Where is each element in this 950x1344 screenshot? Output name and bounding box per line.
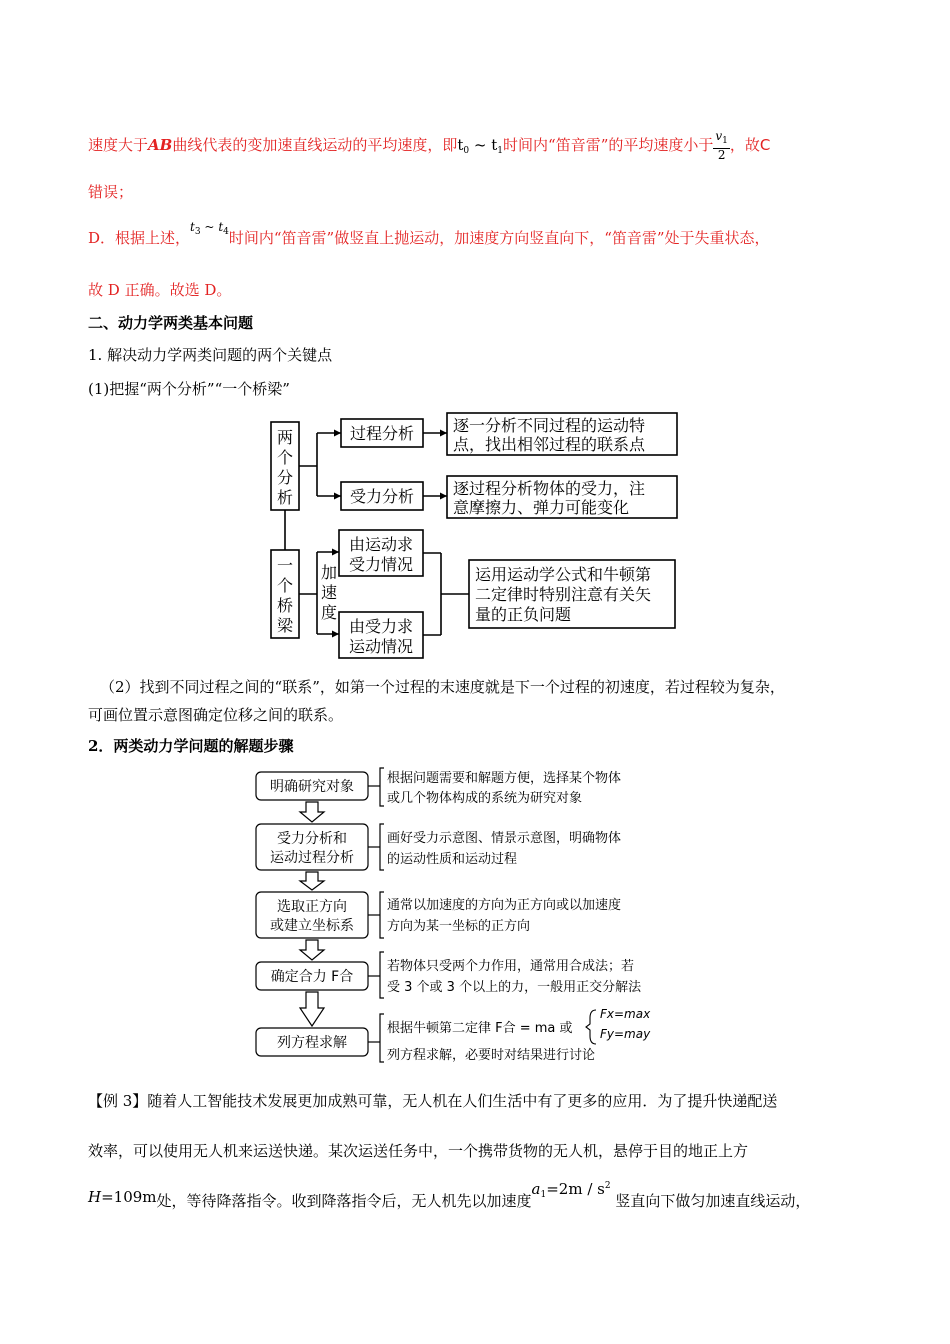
process-analysis-label: 过程分析 bbox=[349, 424, 415, 443]
text-segment: 速度大于 bbox=[88, 136, 149, 154]
accel-char-2: 度 bbox=[320, 603, 338, 622]
step-4-label: 确定合力 F合 bbox=[270, 969, 354, 985]
fraction-v1-over-2: $\frac{v_1}{2}$ bbox=[715, 129, 728, 162]
step-2-desc: 的运动性质和运动过程 bbox=[387, 852, 518, 867]
text-segment: 竖直向下做匀加速直线运动， bbox=[615, 1192, 811, 1210]
accel-char-0: 加 bbox=[320, 563, 338, 582]
force-desc-line: 意摩擦力、弹力可能变化 bbox=[453, 498, 630, 517]
answer-paragraph-3 bbox=[88, 220, 770, 249]
step-2-label: 受力分析和 bbox=[277, 831, 347, 847]
motion-to-force-line: 由运动求 bbox=[348, 535, 414, 554]
answer-paragraph-1 bbox=[88, 130, 770, 162]
acceleration-expression: $a_1=2m / s^2$ bbox=[531, 1180, 611, 1200]
motion-to-force-line: 受力情况 bbox=[348, 555, 414, 574]
answer-paragraph-2: 错误； bbox=[88, 183, 134, 201]
step-1-label: 明确研究对象 bbox=[270, 779, 354, 795]
text-segment: 时间内“笛音雷”的平均速度小于 bbox=[503, 136, 714, 154]
bridge-desc-line: 量的正负问题 bbox=[475, 605, 572, 624]
bridge-desc-line: 运用运动学公式和牛顿第 bbox=[475, 565, 652, 584]
step-1-desc: 根据问题需要和解题方便，选择某个物体 bbox=[387, 771, 622, 786]
section-title: 二、动力学两类基本问题 bbox=[88, 314, 254, 332]
two-analysis-char-0: 两 bbox=[276, 428, 294, 447]
step-5-label: 列方程求解 bbox=[277, 1035, 347, 1051]
fy-equation: Fy=may bbox=[600, 1027, 651, 1041]
step-3-label: 选取正方向 bbox=[277, 899, 347, 915]
one-bridge-char-0: 一 bbox=[276, 556, 294, 575]
step-2-desc: 画好受力示意图、情景示意图，明确物体 bbox=[387, 831, 622, 846]
time-interval: t3 ~ t4 bbox=[190, 220, 229, 237]
one-bridge-char-2: 桥 bbox=[276, 596, 294, 615]
process-desc-line: 逐一分析不同过程的运动特 bbox=[453, 416, 646, 435]
curve-label: AB bbox=[148, 136, 173, 154]
step-1-desc: 或几个物体构成的系统为研究对象 bbox=[387, 791, 583, 806]
text-segment: 曲线代表的变加速直线运动的平均速度，即 bbox=[172, 136, 458, 154]
example-3-line-3 bbox=[88, 1180, 811, 1212]
step-5-desc: 列方程求解，必要时对结果进行讨论 bbox=[387, 1048, 596, 1063]
step-2-label: 运动过程分析 bbox=[270, 850, 354, 866]
step-4-desc: 若物体只受两个力作用，通常用合成法；若 bbox=[387, 959, 635, 974]
example-3-line-2: 效率，可以使用无人机来运送快递。某次运送任务中，一个携带货物的无人机，悬停于目的地正上方 bbox=[88, 1142, 749, 1160]
accel-char-1: 速 bbox=[320, 583, 338, 602]
example-3-line-1: 【例 3】随着人工智能技术发展更加成熟可靠，无人机在人们生活中有了更多的应用．为了提升快递配送 bbox=[88, 1092, 778, 1110]
force-to-motion-line: 运动情况 bbox=[348, 637, 414, 656]
two-analysis-char-2: 分 bbox=[276, 468, 294, 487]
process-desc-line: 点，找出相邻过程的联系点 bbox=[453, 435, 646, 454]
option-label: D．根据上述， bbox=[88, 229, 191, 247]
step-5-desc: 根据牛顿第二定律 F合 = ma 或 bbox=[387, 1021, 573, 1036]
step-3-desc: 通常以加速度的方向为正方向或以加速度 bbox=[387, 898, 622, 913]
step-3-label: 或建立坐标系 bbox=[270, 918, 354, 934]
step-3-desc: 方向为某一坐标的正方向 bbox=[387, 919, 531, 934]
item-1-1-title: (1)把握“两个分析”“一个桥梁” bbox=[88, 380, 290, 398]
height-expression: H=109m bbox=[88, 1188, 157, 1206]
one-bridge-char-1: 个 bbox=[276, 576, 294, 595]
text-segment: 时间内“笛音雷”做竖直上抛运动，加速度方向竖直向下，“笛音雷”处于失重状态， bbox=[228, 229, 770, 247]
fx-equation: Fx=max bbox=[600, 1007, 651, 1021]
force-desc-line: 逐过程分析物体的受力，注 bbox=[453, 479, 646, 498]
option-letter: C bbox=[759, 136, 771, 154]
text-segment: ，故 bbox=[729, 136, 760, 154]
step-4-desc: 受 3 个或 3 个以上的力，一般用正交分解法 bbox=[387, 980, 642, 995]
force-to-motion-line: 由受力求 bbox=[348, 617, 414, 636]
bridge-desc-line: 二定律时特别注意有关矢 bbox=[475, 585, 652, 604]
solution-steps-diagram bbox=[250, 762, 675, 1070]
time-interval: $t_0$ ~ $t_1$ bbox=[457, 136, 504, 156]
force-analysis-label: 受力分析 bbox=[349, 487, 415, 506]
item-1-2-line-2: 可画位置示意图确定位移之间的联系。 bbox=[88, 706, 344, 724]
two-analysis-char-3: 析 bbox=[276, 488, 294, 507]
item-2-title: 2．两类动力学问题的解题步骤 bbox=[88, 737, 294, 755]
text-segment: 处，等待降落指令。收到降落指令后，无人机先以加速度 bbox=[156, 1192, 532, 1210]
analysis-bridge-diagram bbox=[265, 408, 685, 662]
item-1-2-line-1: （2）找到不同过程之间的“联系”，如第一个过程的末速度就是下一个过程的初速度，若过程较为复杂， bbox=[100, 678, 785, 696]
one-bridge-char-3: 梁 bbox=[276, 616, 294, 635]
answer-paragraph-4: 故 D 正确。故选 D。 bbox=[88, 281, 232, 299]
two-analysis-char-1: 个 bbox=[276, 448, 294, 467]
item-1-title: 1. 解决动力学两类问题的两个关键点 bbox=[88, 346, 333, 364]
